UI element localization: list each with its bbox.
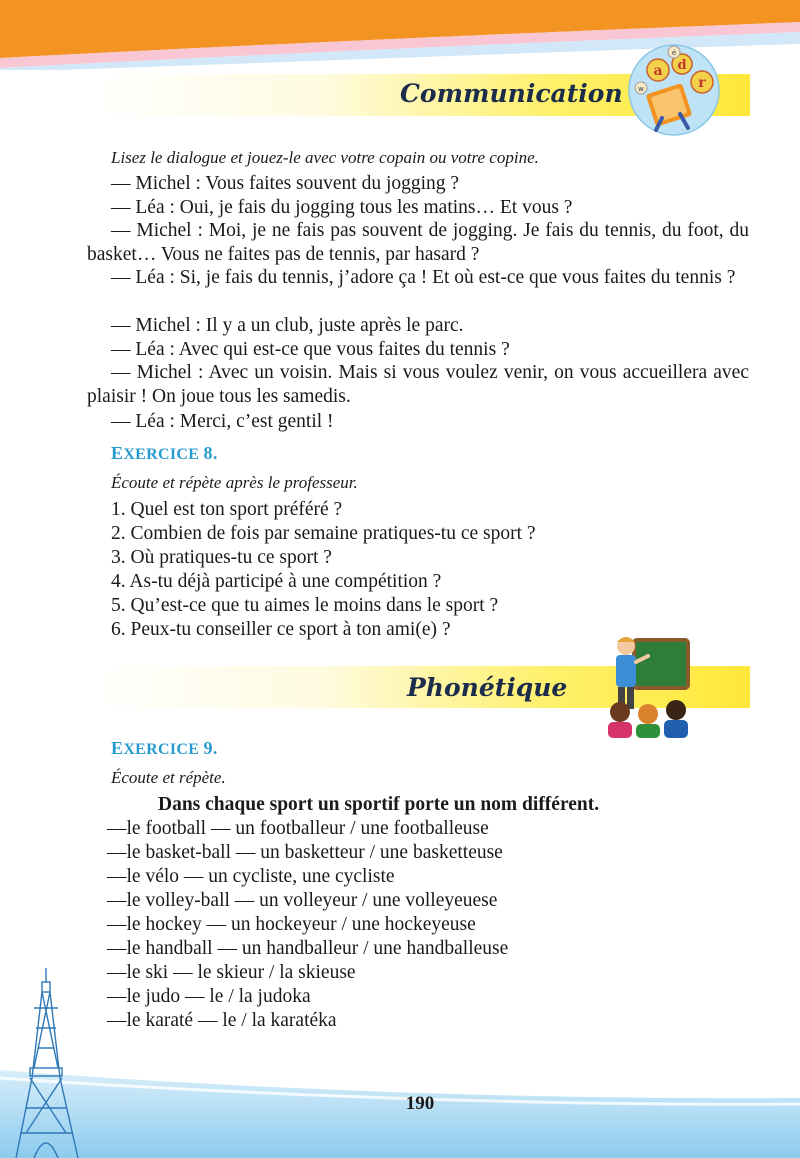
letter-w-icon: w — [638, 85, 644, 93]
question-2: 2. Combien de fois par semaine pratiques-tu ce sport ? — [111, 523, 536, 544]
question-4: 4. As-tu déjà participé à une compétition ? — [111, 571, 442, 592]
sport-line-8: —le judo — le / la judoka — [107, 986, 311, 1007]
eiffel-tower-icon — [8, 968, 88, 1158]
communication-instruction: Lisez le dialogue et jouez-le avec votre copain ou votre copine. — [111, 148, 539, 167]
dialogue-line-8: — Léa : Merci, c’est gentil ! — [111, 411, 334, 432]
exercise-8-title: EXERCICE 8. — [111, 443, 218, 463]
classroom-teacher-icon — [602, 632, 698, 740]
question-5: 5. Qu’est-ce que tu aimes le moins dans le sport ? — [111, 595, 499, 616]
exercise-9-instruction: Écoute et répète. — [111, 768, 226, 787]
dialogue-line-1: — Michel : Vous faites souvent du jogging ? — [111, 173, 460, 194]
letter-r-icon: r — [698, 75, 706, 91]
page-number: 190 — [405, 1093, 435, 1114]
sport-line-3: —le vélo — un cycliste, une cycliste — [107, 866, 395, 887]
dialogue-line-6: — Léa : Avec qui est-ce que vous faites du tennis ? — [111, 339, 510, 360]
sport-line-4: —le volley-ball — un volleyeur / une volleyeuese — [107, 890, 498, 911]
phonetique-title: Phonétique — [407, 673, 568, 702]
communication-title: Communication — [400, 79, 623, 108]
question-3: 3. Où pratiques-tu ce sport ? — [111, 547, 332, 568]
dialogue-line-5: — Michel : Il y a un club, juste après le parc. — [111, 315, 464, 336]
letters-book-icon — [628, 44, 720, 136]
exercise-9-heading: Dans chaque sport un sportif porte un nom différent. — [158, 794, 600, 815]
question-6: 6. Peux-tu conseiller ce sport à ton ami(e) ? — [111, 619, 451, 640]
sport-line-6: —le handball — un handballeur / une handballeuse — [107, 938, 509, 959]
question-1: 1. Quel est ton sport préféré ? — [111, 499, 343, 520]
dialogue-line-3: — Michel : Moi, je ne fais pas souvent de jogging. Je fais du tennis, du foot, du basket… Vous ne faites pas de tennis, par hasard ? — [87, 220, 749, 265]
sport-line-7: —le ski — le skieur / la skieuse — [107, 962, 356, 983]
dialogue-line-2: — Léa : Oui, je fais du jogging tous les matins… Et vous ? — [111, 197, 573, 218]
sport-line-9: —le karaté — le / la karatéka — [107, 1010, 337, 1031]
sport-line-5: —le hockey — un hockeyeur / une hockeyeuse — [107, 914, 476, 935]
letter-a-icon: a — [653, 63, 663, 79]
exercise-9-title: EXERCICE 9. — [111, 738, 218, 758]
sport-line-1: —le football — un footballeur / une footballeuse — [107, 818, 489, 839]
sport-line-2: —le basket-ball — un basketteur / une basketteuse — [107, 842, 503, 863]
letter-e-icon: é — [671, 49, 677, 57]
letter-d-icon: d — [677, 58, 687, 73]
dialogue-line-7: — Michel : Avec un voisin. Mais si vous voulez venir, on vous accueillera avec plaisir ! On joue tous les samedis. — [87, 362, 749, 407]
exercise-8-instruction: Écoute et répète après le professeur. — [111, 473, 358, 492]
dialogue-line-4: — Léa : Si, je fais du tennis, j’adore ça ! Et où est-ce que vous faites du tennis ? — [111, 267, 736, 288]
